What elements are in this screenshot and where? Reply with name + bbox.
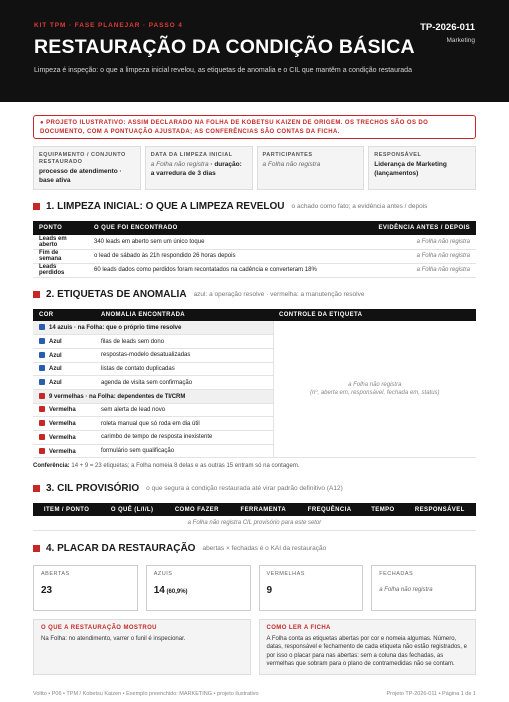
page-footer (33, 691, 476, 697)
footer-right: Projeto TP-2026-011 • Página 1 de 1 (386, 691, 476, 697)
panel-result (33, 619, 251, 675)
cell-color (33, 431, 95, 445)
cell-color (33, 348, 95, 362)
cell-evidence: a Folha não registra (358, 235, 476, 249)
cell-anomaly: agenda de visita sem confirmação (95, 376, 273, 390)
cell-anomaly: formulário sem qualificação (95, 444, 273, 458)
scoreboard (33, 565, 476, 611)
stat-blue (146, 565, 251, 611)
cell-color (33, 362, 95, 376)
stat-value (154, 585, 243, 596)
doc-area: Marketing (446, 37, 475, 44)
cell-found: 340 leads em aberto sem um único toque (88, 235, 358, 249)
cell-point: Leads perdidos (33, 263, 88, 277)
card-owner (368, 146, 476, 190)
blue-tag-icon (39, 379, 45, 385)
cell-evidence: a Folha não registra (358, 263, 476, 277)
blue-tag-icon (39, 365, 45, 371)
conference-text: 14 + 9 = 23 etiquetas; a Folha nomeia 8 delas e as outras 15 entram só na contagem. (69, 463, 300, 469)
card-value-b: · duração: a varredura de 3 dias (150, 161, 242, 177)
table-header-row (33, 309, 476, 321)
column-header: CONTROLE DA ETIQUETA (273, 309, 476, 321)
stat-open (33, 565, 138, 611)
cell-found: 60 leads dados como perdidos foram recontatados na cadência e converteram 18% (88, 263, 358, 277)
stat-red (259, 565, 364, 611)
doc-code: TP-2026-011 (420, 22, 475, 33)
header-band (0, 0, 509, 102)
card-label: RESPONSÁVEL (374, 152, 422, 158)
group-label-text: 14 azuis · na Folha: que o próprio time resolve (49, 325, 182, 332)
column-header: ITEM / PONTO (33, 503, 100, 516)
color-label: Azul (49, 352, 62, 359)
section-title: 1. LIMPEZA INICIAL: O QUE A LIMPEZA REVELOU (46, 200, 285, 212)
card-label: PARTICIPANTES (262, 152, 313, 158)
cell-anomaly: roleta manual que só roda em dia útil (95, 417, 273, 431)
panel-how-to-read (259, 619, 477, 675)
blue-tag-icon (39, 324, 45, 330)
column-header: EVIDÊNCIA ANTES / DEPOIS (358, 221, 476, 235)
document-id (420, 22, 475, 44)
blue-tag-icon (39, 338, 45, 344)
color-label: Vermelha (49, 434, 76, 441)
cell-color (33, 335, 95, 349)
stat-value: 23 (41, 585, 53, 596)
column-header: PONTO (33, 221, 88, 235)
card-value: a Folha não registra (262, 161, 321, 168)
stat-value: a Folha não registra (379, 587, 433, 593)
color-label: Azul (49, 380, 62, 387)
kicker: KIT TPM · FASE PLANEJAR · PASSO 4 (34, 22, 183, 29)
section-2-heading (33, 287, 364, 301)
section-marker-icon (33, 545, 40, 552)
tag-control-cell (273, 321, 476, 458)
panel-label: O QUE A RESTAURAÇÃO MOSTROU (41, 625, 157, 631)
cell-color (33, 417, 95, 431)
color-label: Vermelha (49, 421, 76, 428)
group-label (33, 389, 273, 403)
anomaly-table (33, 309, 476, 458)
section-title: 4. PLACAR DA RESTAURAÇÃO (46, 542, 196, 554)
illustrative-notice: ● PROJETO ILUSTRATIVO: ASSIM DECLARADO NA FOLHA DE KOBETSU KAIZEN DE ORIGEM. OS TRECHOS SÃO OS DO DOCUMENTO, COM A PONTUAÇÃO AJUSTADA; AS CONFERÊNCIAS SÃO CONTAS DA FICHA. (33, 115, 476, 139)
section-marker-icon (33, 203, 40, 210)
conference-label: Conferência: (33, 463, 70, 469)
control-fields: (nº, aberta em, responsável, fechada em, status) (309, 390, 440, 397)
column-header: COMO FAZER (164, 503, 230, 516)
cell-color (33, 376, 95, 390)
color-label: Vermelha (49, 407, 76, 414)
card-participants (257, 146, 365, 190)
stat-value: 9 (266, 585, 273, 596)
red-tag-icon (39, 420, 45, 426)
card-date (145, 146, 253, 190)
conference-note (33, 463, 300, 469)
section-4-heading (33, 541, 326, 555)
cell-anomaly: filas de leads sem dono (95, 335, 273, 349)
page-title: RESTAURAÇÃO DA CONDIÇÃO BÁSICA (34, 36, 415, 58)
stat-label: FECHADAS (379, 571, 414, 577)
table-row (33, 516, 476, 530)
cell-point: Leads em aberto (33, 235, 88, 249)
card-equipment (33, 146, 141, 190)
section-marker-icon (33, 485, 40, 492)
table-header-row (33, 503, 476, 516)
section-3-heading (33, 481, 343, 495)
stat-label: ABERTAS (41, 571, 70, 577)
column-header: FERRAMENTA (230, 503, 297, 516)
column-header: ANOMALIA ENCONTRADA (95, 309, 273, 321)
card-value-a: a Folha não registra (150, 161, 209, 168)
section-1-heading (33, 199, 427, 213)
table-row (33, 249, 476, 263)
red-tag-icon (39, 434, 45, 440)
column-header: FREQUÊNCIA (297, 503, 362, 516)
red-tag-icon (39, 448, 45, 454)
color-label: Vermelha (49, 448, 76, 455)
card-value: Liderança de Marketing (lançamentos) (374, 161, 447, 177)
cell-anomaly: sem alerta de lead novo (95, 403, 273, 417)
column-header: COR (33, 309, 95, 321)
cell-anomaly: carimbo de tempo de resposta inexistente (95, 431, 273, 445)
column-header: RESPONSÁVEL (404, 503, 476, 516)
cil-table (33, 503, 476, 531)
column-header: O QUÊ (L/I/L) (100, 503, 164, 516)
cleaning-table (33, 221, 476, 278)
cell-anomaly: respostas-modelo desatualizadas (95, 348, 273, 362)
stat-percent: (60,9%) (164, 589, 188, 595)
panel-text: A Folha conta as etiquetas abertas por cor e nomeia algumas. Número, datas, responsável e fechamento de cada etiqueta não estão registrados, e por isso o placar para nas abertas: sem a coluna das fechadas, as vermelhas que sobram para o plano de contramedidas não se contam. (266, 636, 467, 667)
notes-panels (33, 619, 476, 675)
page-lede: Limpeza é inspeção: o que a limpeza inicial revelou, as etiquetas de anomalia e o CIL que mantêm a condição restaurada (34, 67, 412, 74)
stat-closed (371, 565, 476, 611)
blue-tag-icon (39, 352, 45, 358)
stat-number: 14 (153, 585, 165, 596)
section-subtitle: o achado como fato; a evidência antes / depois (291, 202, 428, 210)
info-cards (33, 146, 476, 190)
color-label: Azul (49, 339, 62, 346)
card-label: DATA DA LIMPEZA INICIAL (150, 152, 233, 158)
group-label (33, 321, 273, 335)
color-label: Azul (49, 366, 62, 373)
cell-point: Fim de semana (33, 249, 88, 263)
group-row-blue (33, 321, 476, 335)
column-header: O QUE FOI ENCONTRADO (88, 221, 358, 235)
red-tag-icon (39, 393, 45, 399)
footer-left: Voltto • P06 • TPM / Kobetsu Kaizen • Exemplo preenchido: MARKETING • projeto ilustrativo (33, 691, 259, 697)
section-subtitle: o que segura a condição restaurada até virar padrão definitivo (A12) (146, 484, 343, 492)
cell-anomaly: listas de contato duplicadas (95, 362, 273, 376)
card-value (151, 161, 247, 178)
cell-color (33, 403, 95, 417)
control-value: a Folha não registra (348, 382, 402, 389)
panel-text: Na Folha: no atendimento, varrer o funil é inspecionar. (41, 636, 186, 642)
section-subtitle: abertas × fechadas é o KAI da restauração (202, 544, 327, 552)
table-header-row (33, 221, 476, 235)
table-row (33, 235, 476, 249)
card-label: EQUIPAMENTO / CONJUNTO RESTAURADO (39, 152, 126, 165)
panel-label: COMO LER A FICHA (266, 625, 331, 631)
cell-found: o lead de sábado às 21h respondido 26 horas depois (88, 249, 358, 263)
card-value: processo de atendimento · base ativa (39, 168, 122, 184)
section-marker-icon (33, 291, 40, 298)
group-label-text: 9 vermelhas · na Folha: dependentes de TI/CRM (49, 393, 186, 400)
stat-label: AZUIS (153, 571, 173, 577)
section-subtitle: azul: a operação resolve · vermelha: a manutenção resolve (193, 290, 365, 298)
empty-row: a Folha não registra CIL provisório para este setor (33, 516, 476, 530)
section-title: 3. CIL PROVISÓRIO (46, 482, 140, 494)
cell-evidence: a Folha não registra (358, 249, 476, 263)
section-title: 2. ETIQUETAS DE ANOMALIA (46, 288, 187, 300)
cell-color (33, 444, 95, 458)
stat-label: VERMELHAS (266, 571, 305, 577)
column-header: TEMPO (362, 503, 403, 516)
table-row (33, 263, 476, 277)
red-tag-icon (39, 406, 45, 412)
